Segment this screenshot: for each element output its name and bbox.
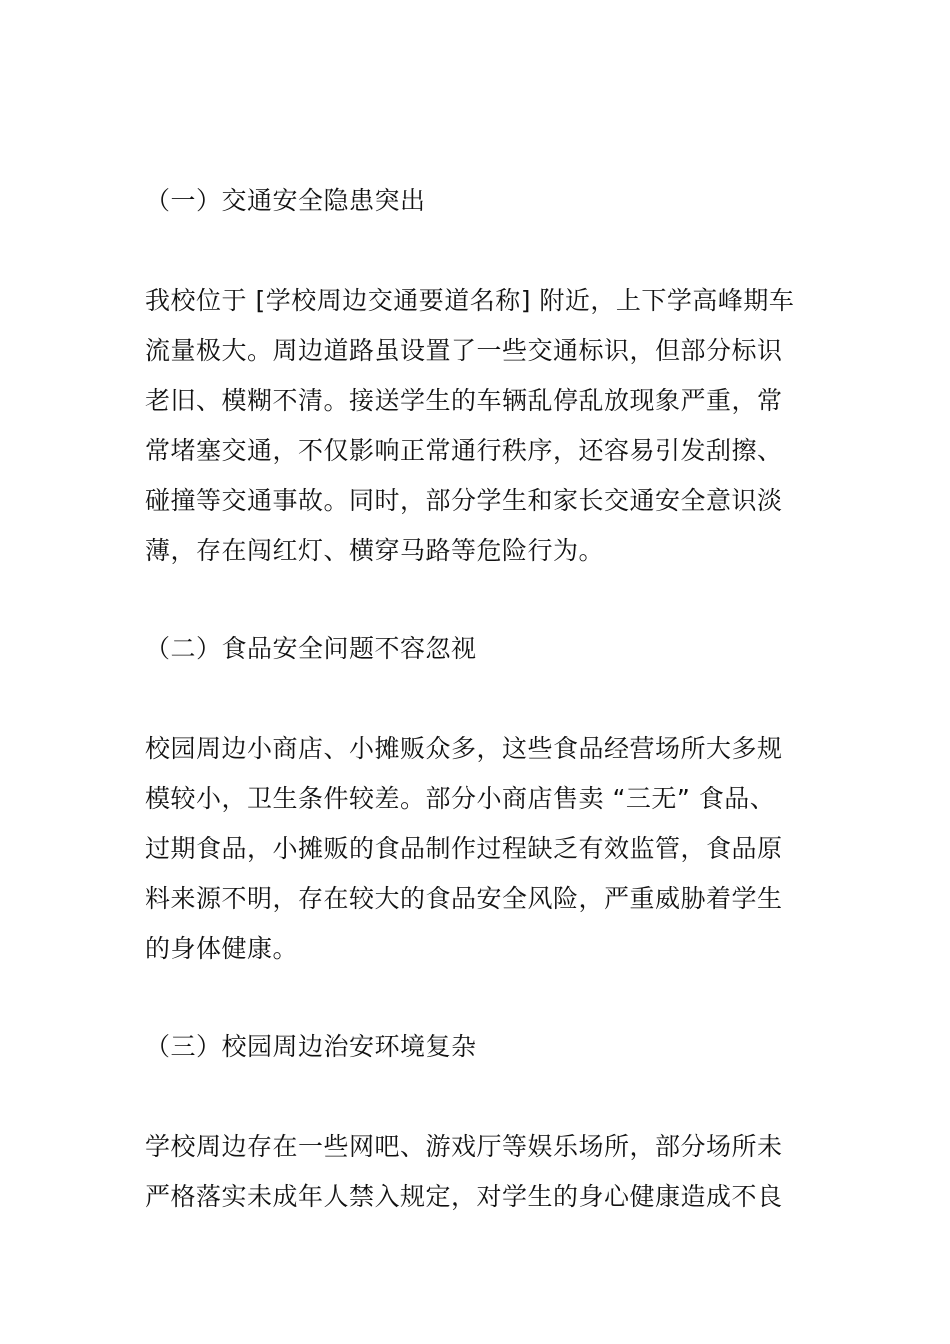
paragraph-line: 我校位于 [学校周边交通要道名称] 附近，上下学高峰期车 [145,286,795,315]
section-heading-1: （一）交通安全隐患突出 [145,186,426,215]
paragraph-line: 严格落实未成年人禁入规定，对学生的身心健康造成不良 [145,1182,783,1211]
paragraph-line: 过期食品，小摊贩的食品制作过程缺乏有效监管，食品原 [145,834,783,863]
paragraph-line: 流量极大。周边道路虽设置了一些交通标识，但部分标识 [145,336,783,365]
paragraph-line: 学校周边存在一些网吧、游戏厅等娱乐场所，部分场所未 [145,1132,783,1161]
section-heading-3: （三）校园周边治安环境复杂 [145,1032,477,1061]
section-heading-2: （二）食品安全问题不容忽视 [145,634,477,663]
paragraph-line: 薄，存在闯红灯、横穿马路等危险行为。 [145,536,605,565]
paragraph-line: 常堵塞交通，不仅影响正常通行秩序，还容易引发刮擦、 [145,436,783,465]
paragraph-line: 的身体健康。 [145,934,299,963]
paragraph-line: 校园周边小商店、小摊贩众多，这些食品经营场所大多规 [145,734,783,763]
paragraph-line: 模较小，卫生条件较差。部分小商店售卖 “三无” 食品、 [145,784,776,813]
paragraph-line: 碰撞等交通事故。同时，部分学生和家长交通安全意识淡 [145,486,783,515]
paragraph-line: 老旧、模糊不清。接送学生的车辆乱停乱放现象严重，常 [145,386,783,415]
paragraph-line: 料来源不明，存在较大的食品安全风险，严重威胁着学生 [145,884,783,913]
